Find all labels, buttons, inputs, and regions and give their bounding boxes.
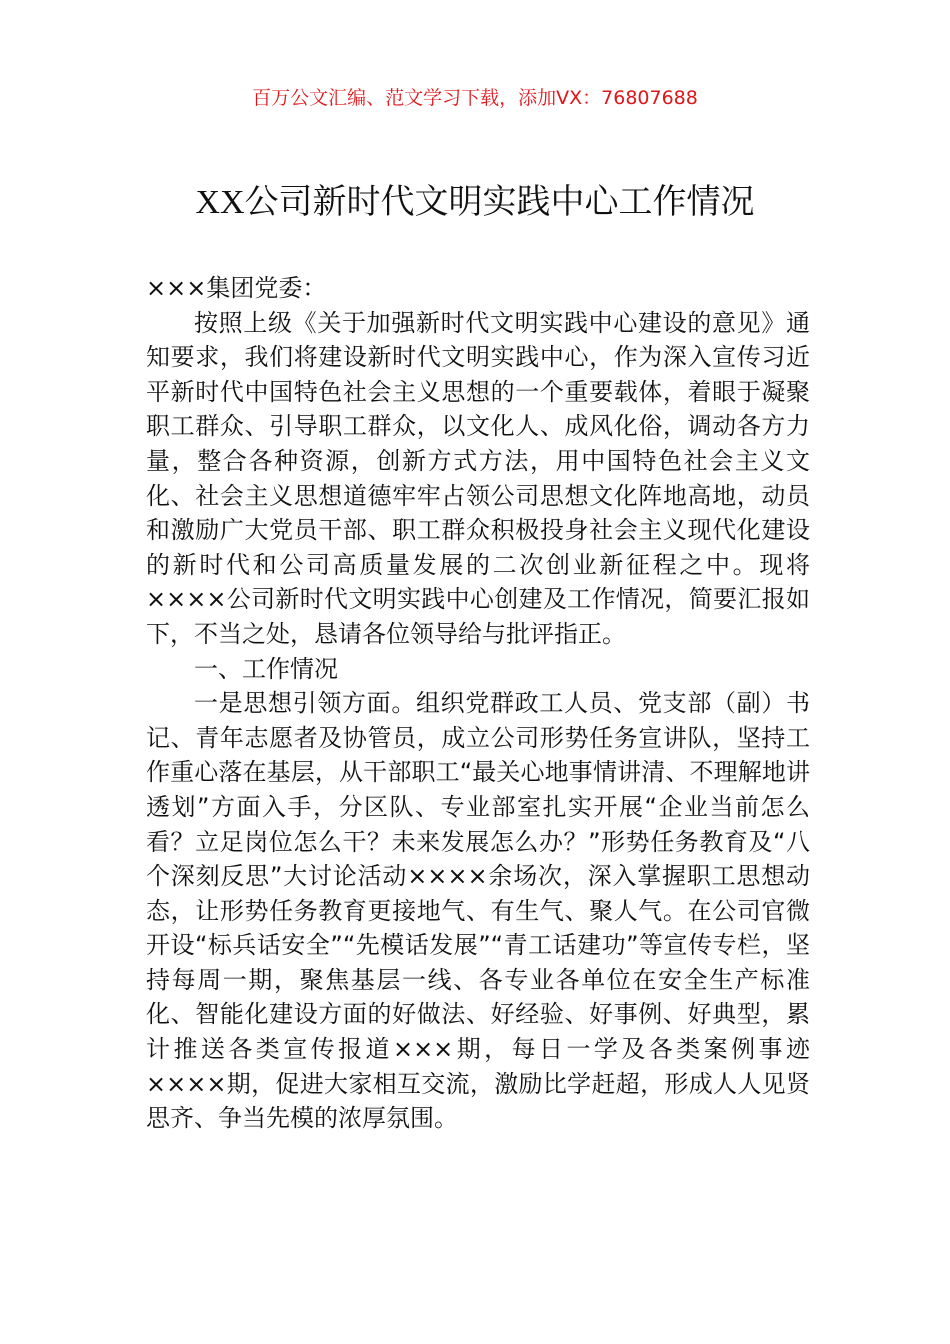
title-text: 公司新时代文明实践中心工作情况 [244, 182, 755, 222]
salutation: ×××集团党委： [146, 274, 327, 302]
intro-paragraph: 按照上级《关于加强新时代文明实践中心建设的意见》通知要求，我们将建设新时代文明实践中心，作为深入宣传习近平新时代中国特色社会主义思想的一个重要载体，着眼于凝聚职工群众、引导职工群众，以文化人、成风化俗，调动各方力量，整合各种资源，创新方式方法，用中国特色社会主义文化、社会主义思想道德牢牢占领公司思想文化阵地高地，动员和激励广大党员干部、职工群众积极投身社会主义现代化建设的新时代和公司高质量发展的二次创业新征程之中。现将××××公司新时代文明实践中心创建及工作情况，简要汇报如下，不当之处，恳请各位领导给与批评指正。 [146, 308, 810, 648]
watermark-banner: 百万公文汇编、范文学习下载，添加VX：76807688 [252, 87, 698, 109]
document-title [0, 182, 950, 223]
body-paragraph: 一是思想引领方面。组织党群政工人员、党支部（副）书记、青年志愿者及协管员，成立公司形势任务宣讲队，坚持工作重心落在基层，从干部职工“最关心地事情讲清、不理解地讲透划”方面入手，分区队、专业部室扎实开展“企业当前怎么看？立足岗位怎么干？未来发展怎么办？”形势任务教育及“八个深刻反思”大讨论活动××××余场次，深入掌握职工思想动态，让形势任务教育更接地气、有生气、聚人气。在公司官微开设“标兵话安全”“先模话发展”“青工话建功”等宣传专栏，坚持每周一期，聚焦基层一线、各专业各单位在安全生产标准化、智能化建设方面的好做法、好经验、好事例、好典型，累计推送各类宣传报道×××期，每日一学及各类案例事迹××××期，促进大家相互交流，激励比学赶超，形成人人见贤思齐、争当先模的浓厚氛围。 [146, 689, 810, 1133]
document-body [146, 271, 810, 1136]
title-prefix: XX [195, 184, 245, 221]
section-heading: 一、工作情况 [194, 654, 338, 683]
